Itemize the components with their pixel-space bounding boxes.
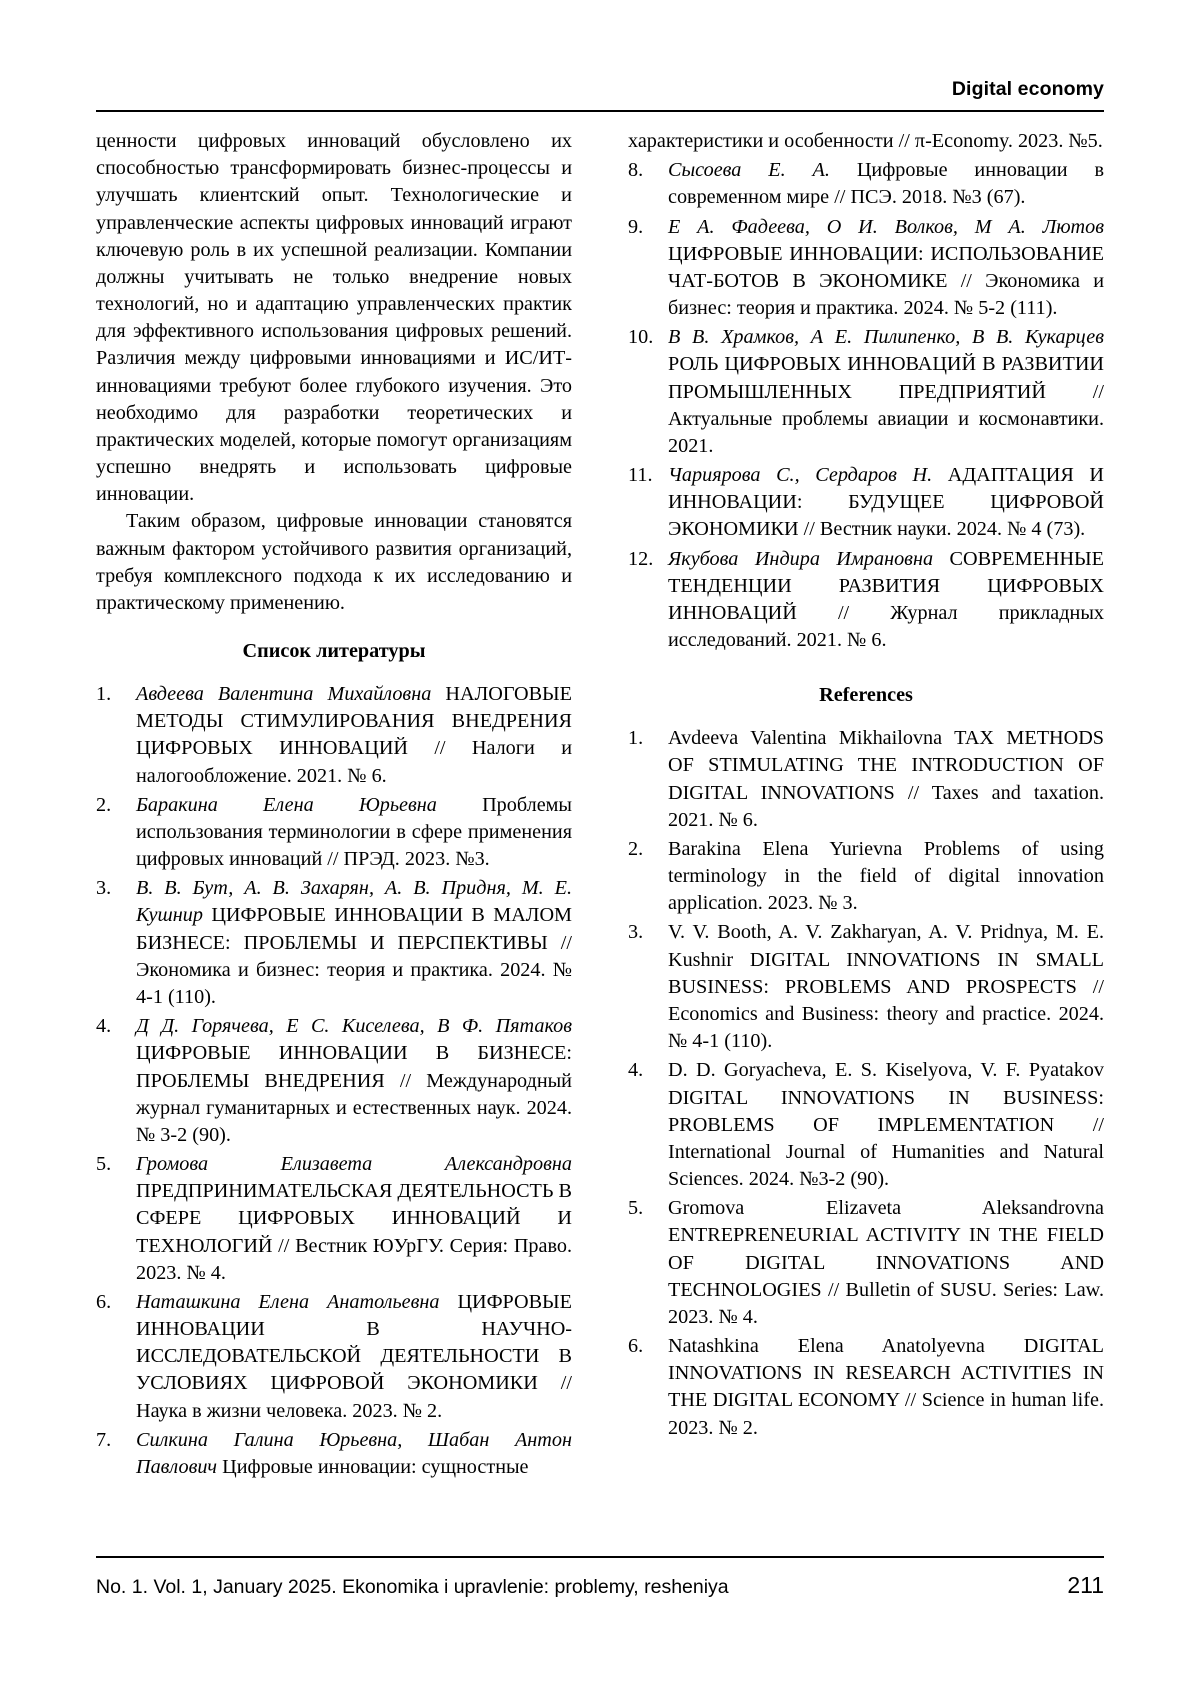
reference-text: Avdeeva Valentina Mikhailovna TAX METHODS OF STIMULATING THE INTRODUCTION OF DIGITAL INNOVATIONS // Taxes and taxation. 2021. № 6. [668,727,1104,831]
reference-rest: РОЛЬ ЦИФРОВЫХ ИННОВАЦИЙ В РАЗВИТИИ ПРОМЫШЛЕННЫХ ПРЕДПРИЯТИЙ // Актуальные проблемы авиации и космонавтики. 2021. [668,353,1104,457]
references-en-title: References [819,684,913,707]
reference-authors: Якубова Индира Имрановна [668,547,934,570]
reference-number: 6. [96,1290,112,1313]
page-footer [96,1572,1104,1599]
reference-number: 2. [96,793,112,816]
reference-text: D. D. Goryacheva, E. S. Kiselyova, V. F. Pyatakov DIGITAL INNOVATIONS IN BUSINESS: PROBLEMS OF IMPLEMENTATION // International Journal of Humanities and Natural Sciences. 2024. №3-2 (90). [668,1059,1104,1191]
reference-number: 4. [96,1015,112,1038]
list-item [628,157,1104,211]
reference-continuation: характеристики и особенности // π-Economy. 2023. №5. [628,130,1103,152]
references-en-list [628,725,1104,1441]
reference-text: Gromova Elizaveta Aleksandrovna ENTREPRENEURIAL ACTIVITY IN THE FIELD OF DIGITAL INNOVATIONS AND TECHNOLOGIES // Bulletin of SUSU. Series: Law. 2023. № 4. [668,1197,1104,1328]
reference-authors: Силкина Галина Юрьевна, Шабан Антон Павлович [136,1428,572,1478]
reference-number: 6. [628,1335,644,1358]
reference-authors: Д Д. Горячева, Е С. Киселева, В Ф. Пятаков [136,1015,572,1038]
reference-rest: Цифровые инновации в современном мире // ПСЭ. 2018. №3 (67). [668,159,1104,209]
list-item [628,324,1104,460]
page-header: Digital economy [951,78,1104,100]
list-item [628,725,1104,834]
list-item [96,1151,572,1287]
reference-number: 5. [628,1197,644,1220]
reference-rest: СОВРЕМЕННЫЕ ТЕНДЕНЦИИ РАЗВИТИЯ ЦИФРОВЫХ ИННОВАЦИЙ // Журнал прикладных исследований. 2021. № 6. [668,547,1104,652]
list-item [628,1333,1104,1442]
reference-rest: ЦИФРОВЫЕ ИННОВАЦИИ В БИЗНЕСЕ: ПРОБЛЕМЫ ВНЕДРЕНИЯ // Международный журнал гуманитарных и естественных наук. 2024. № 3-2 (90). [136,1042,572,1146]
reference-rest: ПРЕДПРИНИМАТЕЛЬСКАЯ ДЕЯТЕЛЬНОСТЬ В СФЕРЕ ЦИФРОВЫХ ИННОВАЦИЙ И ТЕХНОЛОГИЙ // Вестник ЮУрГУ. Серия: Право. 2023. № 4. [136,1180,572,1284]
list-item [628,1195,1104,1331]
references-ru-list-continued [628,157,1104,654]
paragraph-continuation: ценности цифровых инноваций обусловлено их способностью трансформировать бизнес-процессы и улучшать клиентский опыт. Технологические и управленческие аспекты цифровых инноваций играют ключевую роль в их успешной реализации. Компании должны учитывать не только внедрение новых технологий, но и адаптацию управленческих практик для эффективного использования цифровых решений. Различия между цифровыми инновациями и ИС/ИТ-инновациями требуют более глубокого изучения. Это необходимо для разработки теоретических и практических моделей, которые помогут организациям успешно внедрять и использовать цифровые инновации. [96,130,572,506]
list-item [628,546,1104,655]
reference-authors: Баракина Елена Юрьевна [136,793,437,816]
reference-number: 5. [96,1153,112,1176]
reference-text: V. V. Booth, A. V. Zakharyan, A. V. Pridnya, M. E. Kushnir DIGITAL INNOVATIONS IN SMALL BUSINESS: PROBLEMS AND PROSPECTS // Economics and Business: theory and practice. 2024. № 4-1 (110). [668,921,1104,1053]
reference-number: 1. [96,683,112,706]
list-item [628,919,1104,1055]
reference-rest: ЦИФРОВЫЕ ИННОВАЦИИ: ИСПОЛЬЗОВАНИЕ ЧАТ-БОТОВ В ЭКОНОМИКЕ // Экономика и бизнес: теория и практика. 2024. № 5-2 (111). [668,242,1104,320]
header-rule [96,110,1104,112]
reference-authors: Наташкина Елена Анатольевна [136,1290,440,1313]
reference-authors: Е А. Фадеева, О И. Волков, М А. Лютов [668,215,1104,238]
reference-number: 4. [628,1059,644,1082]
list-item [96,1289,572,1425]
reference-number: 11. [628,464,653,487]
list-item [96,875,572,1011]
footer-rule [96,1556,1104,1558]
list-item [96,1427,572,1481]
reference-number: 10. [628,326,654,349]
list-item [628,462,1104,544]
reference-number: 8. [628,159,644,182]
reference-number: 3. [96,877,112,900]
page-number: 211 [1067,1572,1104,1598]
reference-rest: ЦИФРОВЫЕ ИННОВАЦИИ В МАЛОМ БИЗНЕСЕ: ПРОБЛЕМЫ И ПЕРСПЕКТИВЫ // Экономика и бизнес: теория и практика. 2024. № 4-1 (110). [136,904,572,1008]
reference-text: Barakina Elena Yurievna Problems of using terminology in the field of digital innovation application. 2023. № 3. [668,837,1104,915]
footer-citation: No. 1. Vol. 1, January 2025. Ekonomika i upravlenie: problemy, resheniya [96,1576,729,1598]
reference-authors: Чариярова С., Сердаров Н. [668,464,933,487]
list-item [96,1013,572,1149]
reference-authors: Авдеева Валентина Михайловна [136,683,432,706]
reference-authors: Сысоева Е. А. [668,159,830,182]
reference-number: 7. [96,1428,112,1451]
reference-authors: В. В. Бут, А. В. Захарян, А. В. Придня, М. Е. Кушнир [136,877,572,927]
reference-rest: Проблемы использования терминологии в сфере применения цифровых инноваций // ПРЭД. 2023. №3. [136,793,573,871]
reference-number: 12. [628,547,654,570]
reference-number: 2. [628,837,644,860]
reference-authors: В В. Храмков, А Е. Пилипенко, В В. Кукарцев [668,326,1104,349]
references-ru-list [96,681,572,1481]
references-ru-title: Список литературы [242,640,426,663]
list-item [628,214,1104,323]
reference-rest: АДАПТАЦИЯ И ИННОВАЦИИ: БУДУЩЕЕ ЦИФРОВОЙ ЭКОНОМИКИ // Вестник науки. 2024. № 4 (73). [668,464,1105,541]
list-item [96,681,572,790]
right-column [628,128,1104,1483]
reference-authors: Громова Елизавета Александровна [136,1153,572,1176]
reference-rest: НАЛОГОВЫЕ МЕТОДЫ СТИМУЛИРОВАНИЯ ВНЕДРЕНИЯ ЦИФРОВЫХ ИННОВАЦИЙ // Налоги и налогообложение. 2021. № 6. [136,683,572,787]
two-column-body [96,128,1104,1483]
reference-rest: Цифровые инновации: сущностные [222,1455,529,1478]
list-item [628,1057,1104,1193]
reference-number: 3. [628,921,644,944]
list-item [628,836,1104,918]
reference-number: 1. [628,727,644,750]
reference-number: 9. [628,215,644,238]
reference-text: Natashkina Elena Anatolyevna DIGITAL INNOVATIONS IN RESEARCH ACTIVITIES IN THE DIGITAL ECONOMY // Science in human life. 2023. № 2. [668,1335,1104,1439]
reference-rest: ЦИФРОВЫЕ ИННОВАЦИИ В НАУЧНО-ИССЛЕДОВАТЕЛЬСКОЙ ДЕЯТЕЛЬНОСТИ В УСЛОВИЯХ ЦИФРОВОЙ ЭКОНОМИКИ // Наука в жизни человека. 2023. № 2. [136,1290,572,1422]
paragraph-conclusion: Таким образом, цифровые инновации становятся важным фактором устойчивого развития организаций, требуя комплексного подхода к их исследованию и практическому применению. [96,510,572,614]
list-item [96,792,572,874]
left-column [96,128,572,1483]
